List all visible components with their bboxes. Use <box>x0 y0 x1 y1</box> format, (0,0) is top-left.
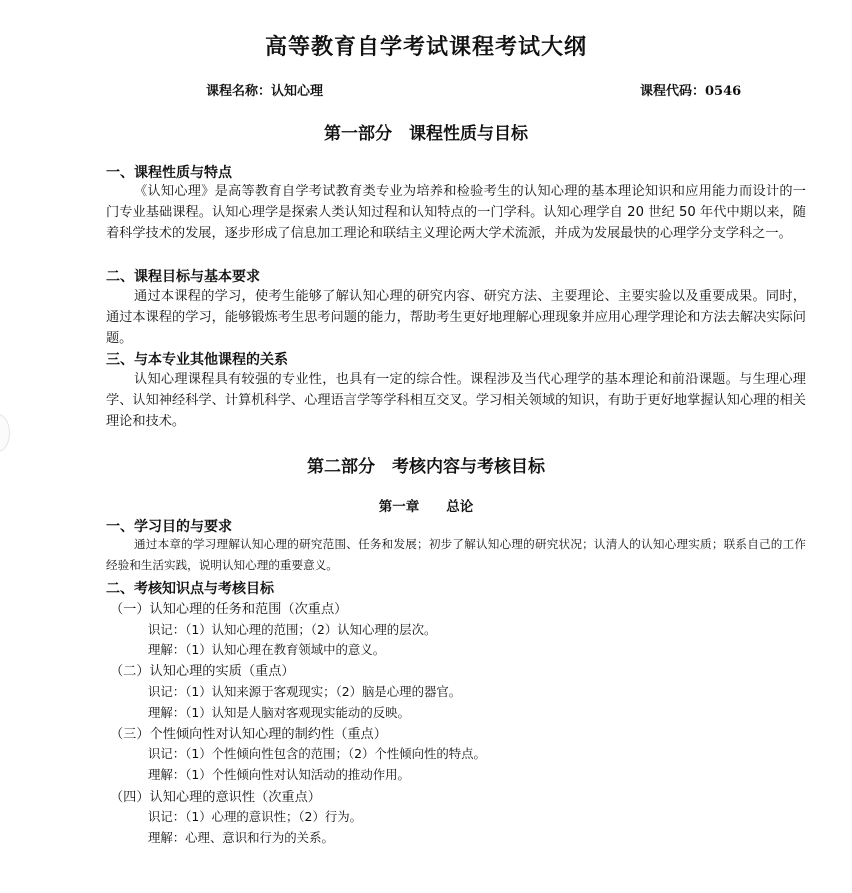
paragraph-purpose: 通过本章的学习理解认知心理的研究范围、任务和发展；初步了解认知心理的研究状况；认清人的认知心理实质；联系自己的工作经验和生活实践，说明认知心理的重要意义。 <box>106 537 806 572</box>
course-code: 课程代码：0546 <box>640 84 742 99</box>
paragraph-nature: 《认知心理》是高等教育自学考试教育类专业为培养和检验考生的认知心理的基本理论知识和应用能力而设计的一门专业基础课程。认知心理学是探索人类认知过程和认知特点的一门学科。认知心理学自 20 世纪 50 年代中期以来，随着科学技术的发展，逐步形成了信息加工理论和联结主义理论两大学术流派，并成为发展最快的心理学分支学科之一。 <box>106 184 806 241</box>
part1-title: 第一部分 课程性质与目标 <box>324 124 528 144</box>
knowledge-item-title: （二）认知心理的实质（重点） <box>110 664 295 679</box>
section-heading-nature: 一、课程性质与特点 <box>106 165 232 181</box>
section-heading-goals: 二、课程目标与基本要求 <box>106 269 260 285</box>
knowledge-item-understand: 理解：（1）认知是人脑对客观现实能动的反映。 <box>148 705 410 720</box>
knowledge-item-recall: 识记：（1）心理的意识性；（2）行为。 <box>148 809 363 824</box>
knowledge-item-understand: 理解：（1）认知心理在教育领域中的意义。 <box>148 642 386 657</box>
knowledge-item-understand: 理解：心理、意识和行为的关系。 <box>148 830 334 845</box>
knowledge-item-recall: 识记：（1）个性倾向性包含的范围；（2）个性倾向性的特点。 <box>148 746 486 761</box>
course-name: 课程名称：认知心理 <box>206 84 324 99</box>
section-heading-knowledge: 二、考核知识点与考核目标 <box>106 581 274 597</box>
section-heading-relations: 三、与本专业其他课程的关系 <box>106 352 288 368</box>
section-heading-purpose: 一、学习目的与要求 <box>106 519 232 535</box>
knowledge-item-title: （一）认知心理的任务和范围（次重点） <box>110 602 348 617</box>
part2-title: 第二部分 考核内容与考核目标 <box>307 457 545 477</box>
knowledge-item-understand: 理解：（1）个性倾向性对认知活动的推动作用。 <box>148 767 410 782</box>
knowledge-item-title: （四）认知心理的意识性（次重点） <box>110 790 321 805</box>
page-edge-handle[interactable] <box>0 414 10 452</box>
knowledge-item-recall: 识记：（1）认知心理的范围；（2）认知心理的层次。 <box>148 622 437 637</box>
knowledge-item-title: （三）个性倾向性对认知心理的制约性（重点） <box>110 727 387 742</box>
paragraph-relations: 认知心理课程具有较强的专业性，也具有一定的综合性。课程涉及当代心理学的基本理论和前沿课题。与生理心理学、认知神经科学、计算机科学、心理语言学等学科相互交叉。学习相关领域的知识，有助于更好地掌握认知心理的相关理论和技术。 <box>106 372 806 429</box>
knowledge-item-recall: 识记：（1）认知来源于客观现实；（2）脑是心理的器官。 <box>148 684 462 699</box>
document-title: 高等教育自学考试课程考试大纲 <box>264 34 587 60</box>
chapter1-title: 第一章 总论 <box>378 499 474 515</box>
paragraph-goals: 通过本课程的学习，使考生能够了解认知心理的研究内容、研究方法、主要理论、主要实验以及重要成果。同时，通过本课程的学习，能够锻炼考生思考问题的能力，帮助考生更好地理解心理现象并应用心理学理论和方法去解决实际问题。 <box>106 289 806 346</box>
